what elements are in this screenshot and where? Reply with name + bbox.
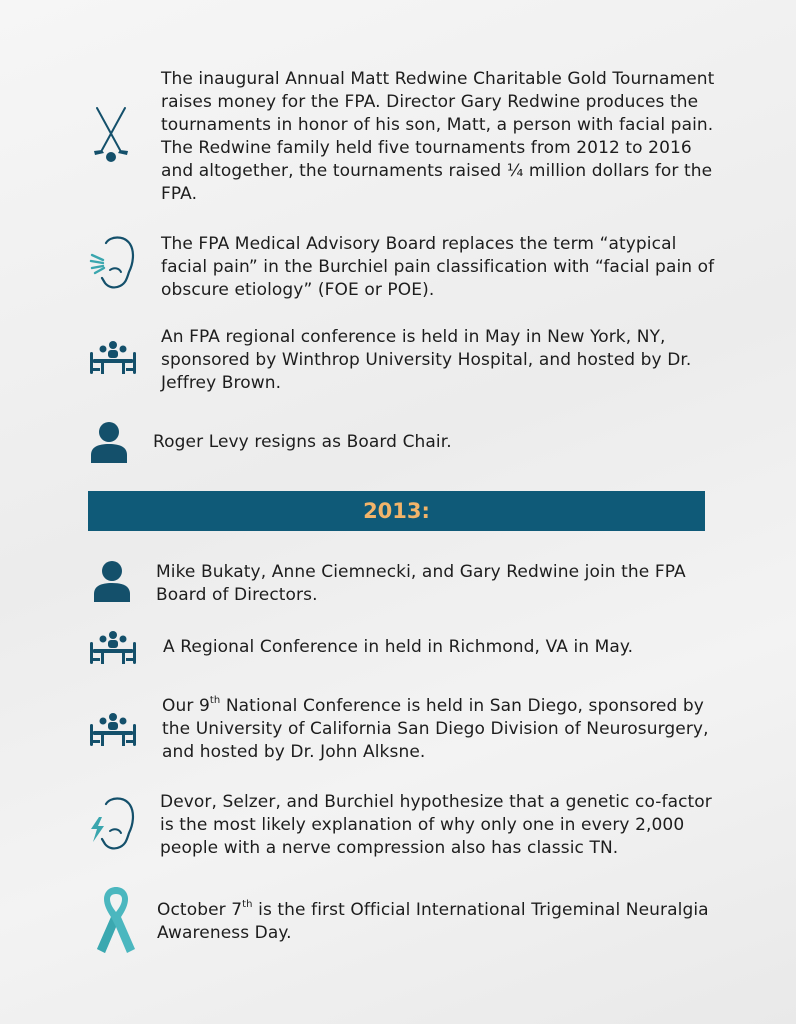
face-lightning-icon bbox=[88, 795, 136, 851]
entry-text: Mike Bukaty, Anne Ciemnecki, and Gary Redwine join the FPA Board of Directors. bbox=[156, 562, 686, 605]
entry-text: Devor, Selzer, and Burchiel hypothesize that a genetic co-factor is the most likely explanation of why only one in every 2,000 people with a nerve compression also has classic TN. bbox=[160, 792, 712, 858]
entry-text: Our 9th National Conference is held in San Diego, sponsored by the University of California San Diego Division of Neurosurgery, and hosted by Dr. John Alksne. bbox=[162, 695, 709, 762]
person-icon bbox=[92, 560, 132, 602]
person-icon bbox=[89, 421, 129, 463]
entry-text: The FPA Medical Advisory Board replaces the term “atypical facial pain” in the Burchiel pain classification with “facial pain of obscure etiology” (FOE or POE). bbox=[161, 234, 715, 300]
entry-text: A Regional Conference in held in Richmond, VA in May. bbox=[163, 637, 634, 657]
golf-clubs-icon bbox=[88, 106, 134, 164]
entry-text: October 7th is the first Official International Trigeminal Neuralgia Awareness Day. bbox=[157, 899, 709, 943]
entry-text: An FPA regional conference is held in May in New York, NY, sponsored by Winthrop University Hospital, and hosted by Dr. Jeffrey Brown. bbox=[161, 327, 692, 393]
entry-text: The inaugural Annual Matt Redwine Charitable Gold Tournament raises money for the FPA. Director Gary Redwine produces the tournaments in honor of his son, Matt, a person with facial pain. The Redwine family held five tournaments from 2012 to 2016 and altogether, the tournaments raised ¼ million dollars for the FPA. bbox=[161, 69, 715, 204]
face-pain-icon bbox=[88, 234, 136, 290]
meeting-icon bbox=[89, 340, 137, 376]
awareness-ribbon-icon bbox=[92, 883, 140, 955]
meeting-icon bbox=[89, 630, 137, 666]
meeting-icon bbox=[89, 712, 137, 748]
entry-text: Roger Levy resigns as Board Chair. bbox=[153, 432, 452, 452]
year-heading: 2013: bbox=[363, 499, 430, 523]
year-heading-bar bbox=[88, 491, 705, 531]
